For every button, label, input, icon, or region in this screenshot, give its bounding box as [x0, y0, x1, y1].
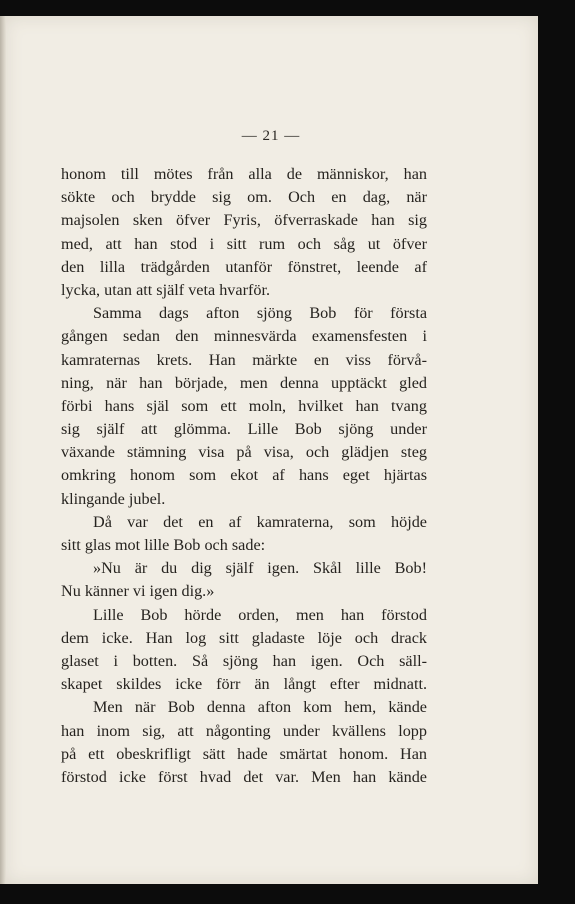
text-line: han inom sig, att någonting under kvällens lopp: [61, 721, 427, 740]
text-line: omkring honom som ekot af hans eget hjärtas: [61, 466, 427, 485]
text-line: skapet skildes icke förr än långt efter midnatt.: [61, 675, 427, 694]
text-line: Nu känner vi igen dig.»: [61, 582, 215, 601]
text-line: »Nu är du dig själf igen. Skål lille Bob!: [93, 559, 427, 578]
text-line: den lilla trädgården utanför fönstret, leende af: [61, 257, 427, 276]
text-line: på ett obeskrifligt sätt hade smärtat honom. Han: [61, 744, 427, 763]
text-line: dem icke. Han log sitt gladaste löje och drack: [61, 628, 427, 647]
text-line: med, att han stod i sitt rum och såg ut öfver: [61, 234, 427, 253]
text-line: kamraternas krets. Han märkte en viss förvå-: [61, 350, 427, 369]
text-line: växande stämning visa på visa, och glädjen steg: [61, 443, 427, 462]
scan-border-right: [538, 16, 575, 884]
page-edge-shadow: [0, 16, 6, 884]
text-line: klingande jubel.: [61, 489, 166, 508]
text-line: honom till mötes från alla de människor, han: [61, 165, 427, 183]
page-number: — 21 —: [241, 128, 301, 144]
text-line: majsolen sken öfver Fyris, öfverraskade han sig: [61, 211, 427, 230]
text-line: sig själf att glömma. Lille Bob sjöng under: [61, 420, 427, 439]
text-line: Då var det en af kamraterna, som höjde: [93, 512, 427, 531]
text-line: Lille Bob hörde orden, men han förstod: [93, 605, 427, 624]
text-line: gången sedan den minnesvärda examensfesten i: [61, 327, 427, 346]
text-line: sökte och brydde sig om. Och en dag, när: [61, 188, 427, 207]
text-line: sitt glas mot lille Bob och sade:: [61, 536, 266, 554]
text-line: glaset i botten. Så sjöng han igen. Och säll-: [61, 651, 427, 670]
text-line: Samma dags afton sjöng Bob för första: [93, 304, 427, 323]
text-line: förbi hans själ som ett moln, hvilket han tvang: [61, 396, 427, 415]
text-line: lycka, utan att själf veta hvarför.: [61, 280, 271, 299]
text-line: förstod icke först hvad det var. Men han kände: [61, 767, 427, 786]
text-line: ning, när han började, men denna upptäckt gled: [61, 373, 427, 392]
book-page: [4, 16, 538, 884]
body-text: [61, 163, 427, 789]
text-line: Men när Bob denna afton kom hem, kände: [93, 698, 427, 717]
scan-border-bottom: [0, 884, 575, 904]
